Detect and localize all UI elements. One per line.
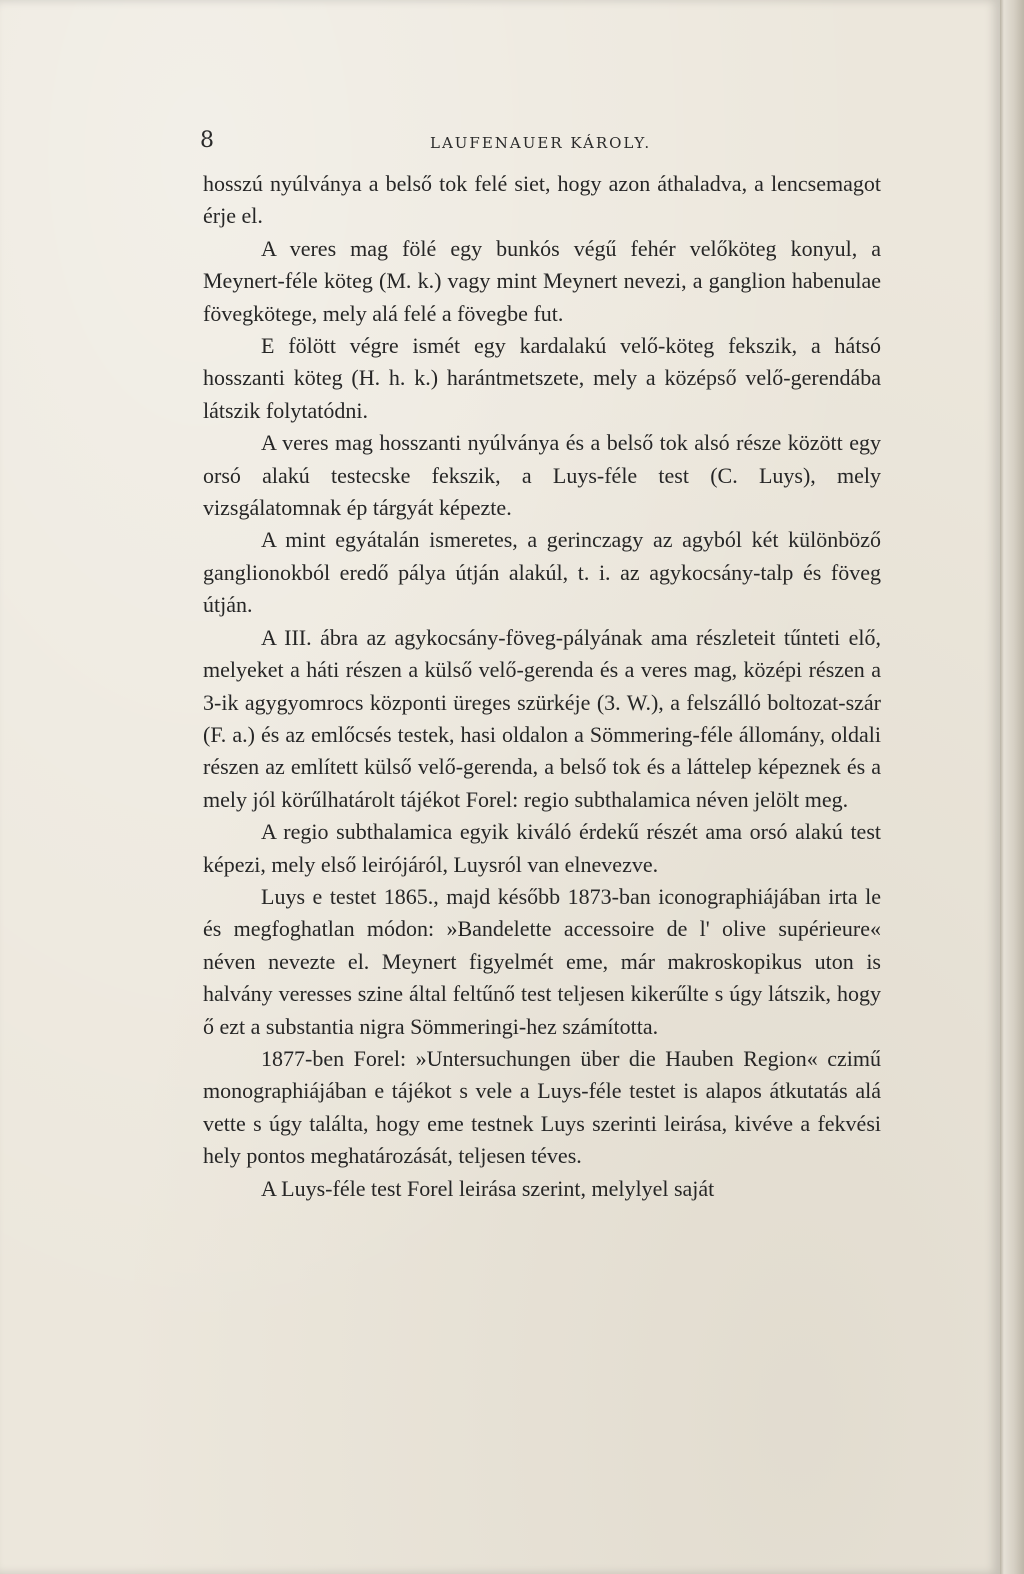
paragraph: 1877-ben Forel: »Untersuchungen über die Hauben Region« czimű monographiájában e tájékot s vele a Luys-féle testet is alapos átkutatás alá vette s úgy találta, hogy eme testnek Luys szerinti leirása, kivéve a fekvési hely pontos meghatározását, teljesen téves. (203, 1045, 881, 1169)
paragraph: A III. ábra az agykocsány-föveg-pályának ama részleteit tűnteti elő, melyeket a háti részen a külső velő-gerenda és a veres mag, középi részen a 3-ik agygyomrocs központi üreges szürkéje (3. W.), a felszálló boltozat-szár (F. a.) és az emlőcsés testek, hasi oldalon a Sömmering-féle állomány, oldali részen az említett külső velő-gerenda, a belső tok és a láttelep képeznek és a mely jól körűlhatárolt tájékot Forel: regio subthalamica néven jelölt meg. (203, 624, 881, 812)
page-edge (1000, 0, 1024, 1574)
running-head: LAUFENAUER KÁROLY. (430, 134, 652, 152)
paragraph-continuation: hosszú nyúlványa a belső tok felé siet, hogy azon áthaladva, a lencsemagot érje el. (203, 171, 881, 229)
page-header (200, 128, 880, 158)
paragraph: A regio subthalamica egyik kiváló érdekű részét ama orsó alakú test képezi, mely első leirójáról, Luysról van elnevezve. (203, 819, 881, 877)
paragraph: Luys e testet 1865., majd később 1873-ban iconographiájában irta le és megfoghatlan módon: »Bandelette accessoire de l' olive supérieure« néven nevezte el. Meynert figyelmét eme, már makroskopikus uton is halvány veresses szine által feltűnő test teljesen kikerűlte s úgy látszik, hogy ő ezt a substantia nigra Sömmeringi-hez számította. (203, 883, 881, 1039)
page-number: 8 (200, 128, 214, 153)
paragraph: A veres mag hosszanti nyúlványa és a belső tok alsó része között egy orsó alakú testecske fekszik, a Luys-féle test (C. Luys), mely vizsgálatomnak ép tárgyát képezte. (203, 430, 881, 521)
body-text (203, 168, 881, 1205)
paragraph: E fölött végre ismét egy kardalakú velő-köteg fekszik, a hátsó hosszanti köteg (H. h. k.) harántmetszete, mely a középső velő-gerendába látszik folytatódni. (203, 333, 881, 423)
paragraph: A Luys-féle test Forel leirása szerint, melylyel saját (261, 1175, 715, 1201)
paragraph: A mint egyátalán ismeretes, a gerinczagy az agyból két különböző ganglionokból eredő pálya útján alakúl, t. i. az agykocsány-talp és föveg útján. (203, 527, 881, 618)
paragraph: A veres mag fölé egy bunkós végű fehér velőköteg konyul, a Meynert-féle köteg (M. k.) vagy mint Meynert nevezi, a ganglion habenulae fövegkötege, mely alá felé a fövegbe fut. (203, 235, 881, 326)
